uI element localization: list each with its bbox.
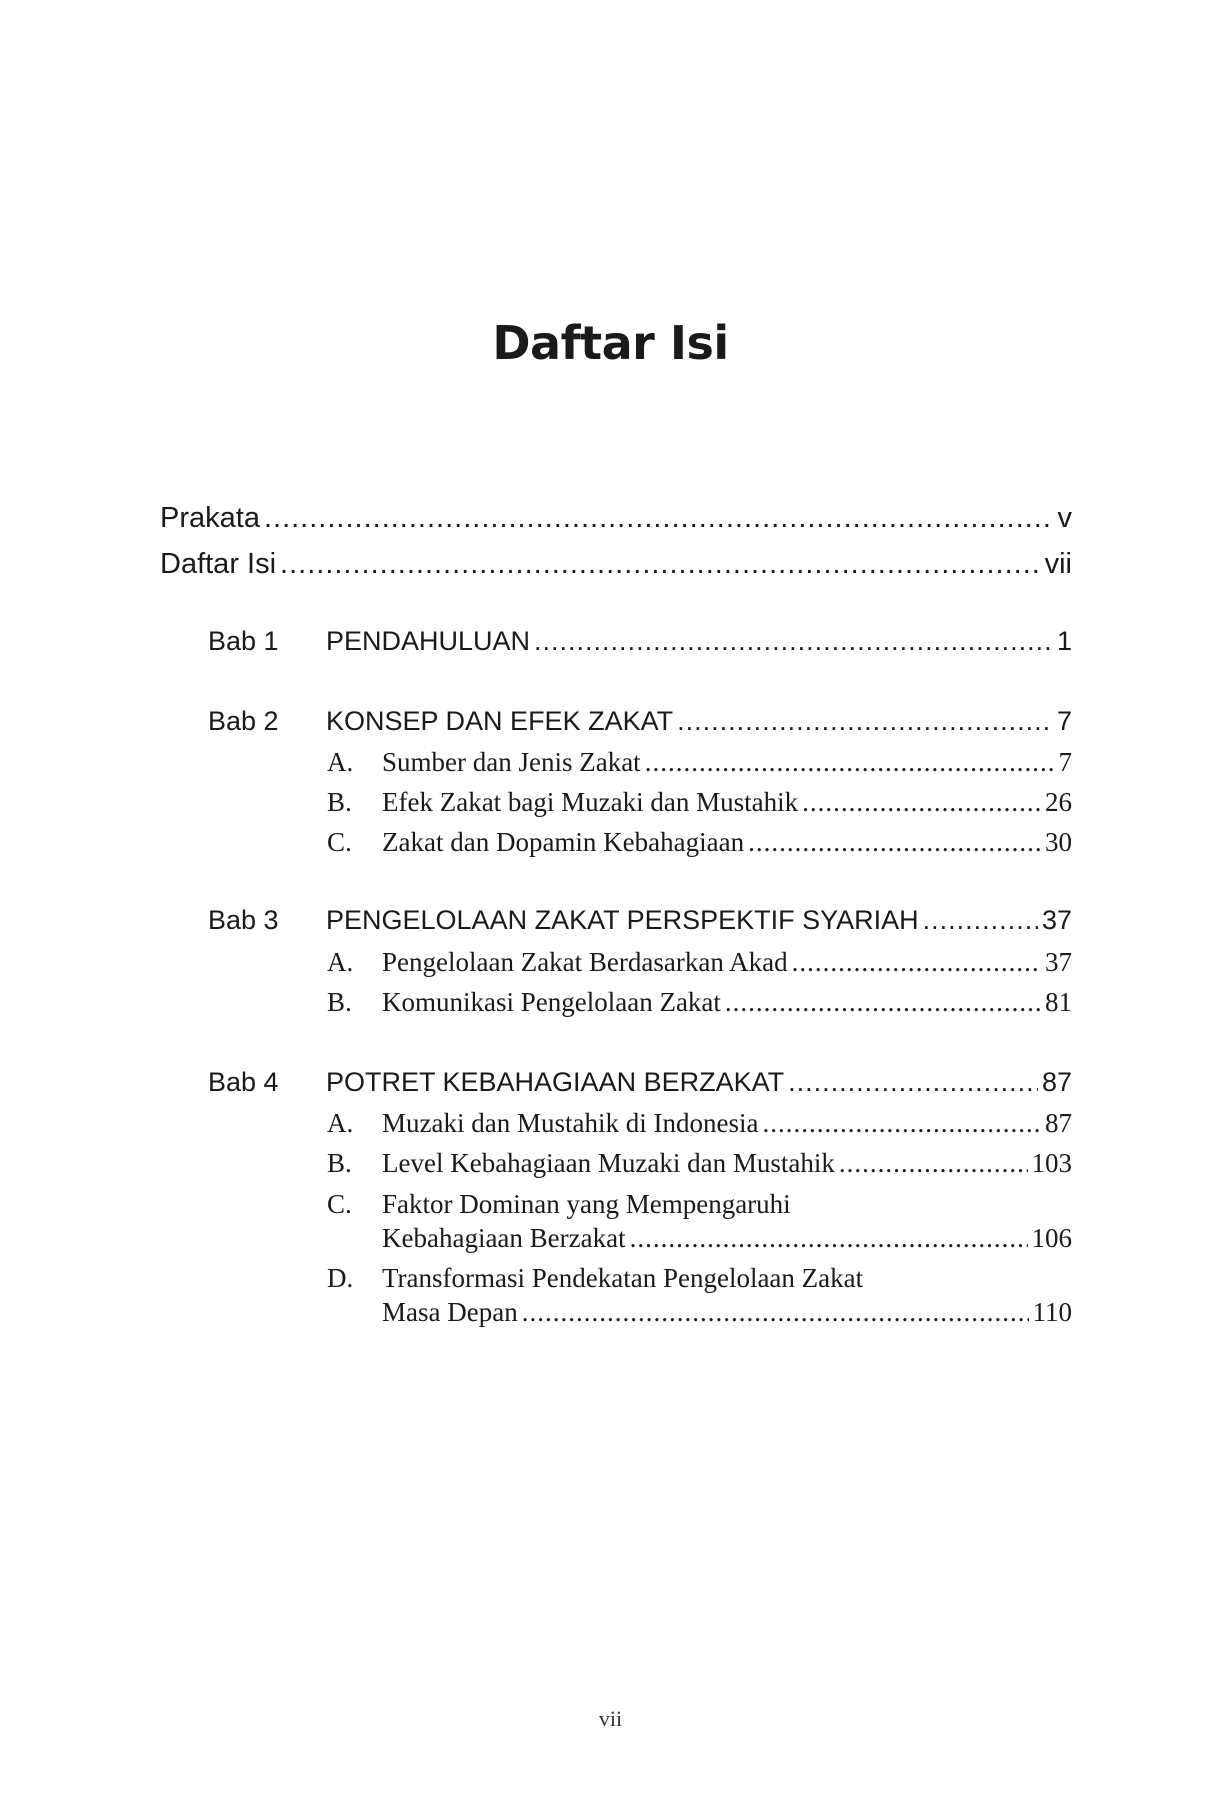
section-letter: A. xyxy=(327,947,354,977)
toc-section[interactable] xyxy=(327,747,1072,778)
chapter-title: KONSEP DAN EFEK ZAKAT xyxy=(326,706,674,736)
dot-leader xyxy=(725,987,1041,1018)
section-letter: B. xyxy=(327,987,352,1017)
toc-chapter-2[interactable] xyxy=(208,706,1072,737)
toc-page-number: 7 xyxy=(1058,747,1072,777)
toc-entry-label: Prakata xyxy=(160,502,260,534)
dot-leader xyxy=(839,1148,1028,1179)
chapter-title: PENGELOLAAN ZAKAT PERSPEKTIF SYARIAH xyxy=(326,905,919,935)
toc-page-number: 37 xyxy=(1045,947,1072,977)
toc-section-continuation[interactable] xyxy=(382,1297,1072,1328)
toc-page-number: v xyxy=(1057,502,1072,534)
toc-section[interactable] xyxy=(327,987,1072,1018)
section-title: Muzaki dan Mustahik di Indonesia xyxy=(382,1108,759,1138)
toc-section[interactable] xyxy=(327,947,1072,978)
chapter-title: PENDAHULUAN xyxy=(326,626,531,656)
toc-section[interactable] xyxy=(327,1108,1072,1139)
toc-page-number: 30 xyxy=(1045,827,1072,857)
chapter-number: Bab 2 xyxy=(208,706,279,736)
toc-page-number: 81 xyxy=(1045,987,1072,1017)
section-letter: C. xyxy=(327,1189,352,1219)
section-title-line1: Transformasi Pendekatan Pengelolaan Zakat xyxy=(382,1263,864,1293)
dot-leader xyxy=(923,905,1038,936)
page-folio: vii xyxy=(598,1706,623,1731)
toc-entry-label: Daftar Isi xyxy=(160,548,277,580)
chapter-number: Bab 3 xyxy=(208,905,279,935)
section-letter: B. xyxy=(327,787,352,817)
toc-chapter-4[interactable] xyxy=(208,1067,1072,1098)
dot-leader xyxy=(748,827,1041,858)
section-title: Efek Zakat bagi Muzaki dan Mustahik xyxy=(382,787,799,817)
dot-leader xyxy=(522,1297,1029,1328)
toc-page-number: vii xyxy=(1044,548,1072,580)
toc-chapter-3[interactable] xyxy=(208,905,1072,936)
chapter-number: Bab 4 xyxy=(208,1067,279,1097)
chapter-number: Bab 1 xyxy=(208,626,279,656)
dot-leader xyxy=(264,502,1054,535)
toc-entry-daftar-isi[interactable] xyxy=(160,548,1072,581)
dot-leader xyxy=(280,548,1041,581)
section-title: Level Kebahagiaan Muzaki dan Mustahik xyxy=(382,1148,835,1178)
section-letter: D. xyxy=(327,1263,354,1293)
section-letter: A. xyxy=(327,1108,354,1138)
section-title: Pengelolaan Zakat Berdasarkan Akad xyxy=(382,947,788,977)
toc-section-continuation[interactable] xyxy=(382,1223,1072,1254)
toc-page-number: 106 xyxy=(1031,1223,1072,1253)
dot-leader xyxy=(762,1108,1041,1139)
section-title-line1: Faktor Dominan yang Mempengaruhi xyxy=(382,1189,791,1219)
dot-leader xyxy=(802,787,1041,818)
section-title: Komunikasi Pengelolaan Zakat xyxy=(382,987,721,1017)
dot-leader xyxy=(645,747,1055,778)
dot-leader xyxy=(788,1067,1038,1098)
page-title: Daftar Isi xyxy=(492,316,729,370)
toc-page-number: 7 xyxy=(1056,706,1072,736)
section-letter: C. xyxy=(327,827,352,857)
toc-page-number: 103 xyxy=(1031,1148,1072,1178)
toc-section[interactable] xyxy=(327,1263,1072,1294)
dot-leader xyxy=(792,947,1041,978)
toc-page-number: 26 xyxy=(1045,787,1072,817)
toc-page-number: 87 xyxy=(1045,1108,1072,1138)
toc-page-number: 87 xyxy=(1041,1067,1072,1097)
dot-leader xyxy=(677,706,1053,737)
toc-section[interactable] xyxy=(327,827,1072,858)
section-title-line2: Masa Depan xyxy=(382,1297,518,1327)
toc-entry-prakata[interactable] xyxy=(160,502,1072,535)
chapter-title: POTRET KEBAHAGIAAN BERZAKAT xyxy=(326,1067,785,1097)
toc-section[interactable] xyxy=(327,1189,1072,1220)
toc-section[interactable] xyxy=(327,787,1072,818)
toc-page-number: 1 xyxy=(1056,626,1072,656)
dot-leader xyxy=(630,1223,1028,1254)
dot-leader xyxy=(534,626,1053,657)
toc-chapter-1[interactable] xyxy=(208,626,1072,657)
section-title: Sumber dan Jenis Zakat xyxy=(382,747,641,777)
section-title: Zakat dan Dopamin Kebahagiaan xyxy=(382,827,745,857)
toc-page-number: 37 xyxy=(1041,905,1072,935)
toc-section[interactable] xyxy=(327,1148,1072,1179)
section-letter: B. xyxy=(327,1148,352,1178)
section-letter: A. xyxy=(327,747,354,777)
section-title-line2: Kebahagiaan Berzakat xyxy=(382,1223,626,1253)
toc-page-number: 110 xyxy=(1032,1297,1072,1327)
